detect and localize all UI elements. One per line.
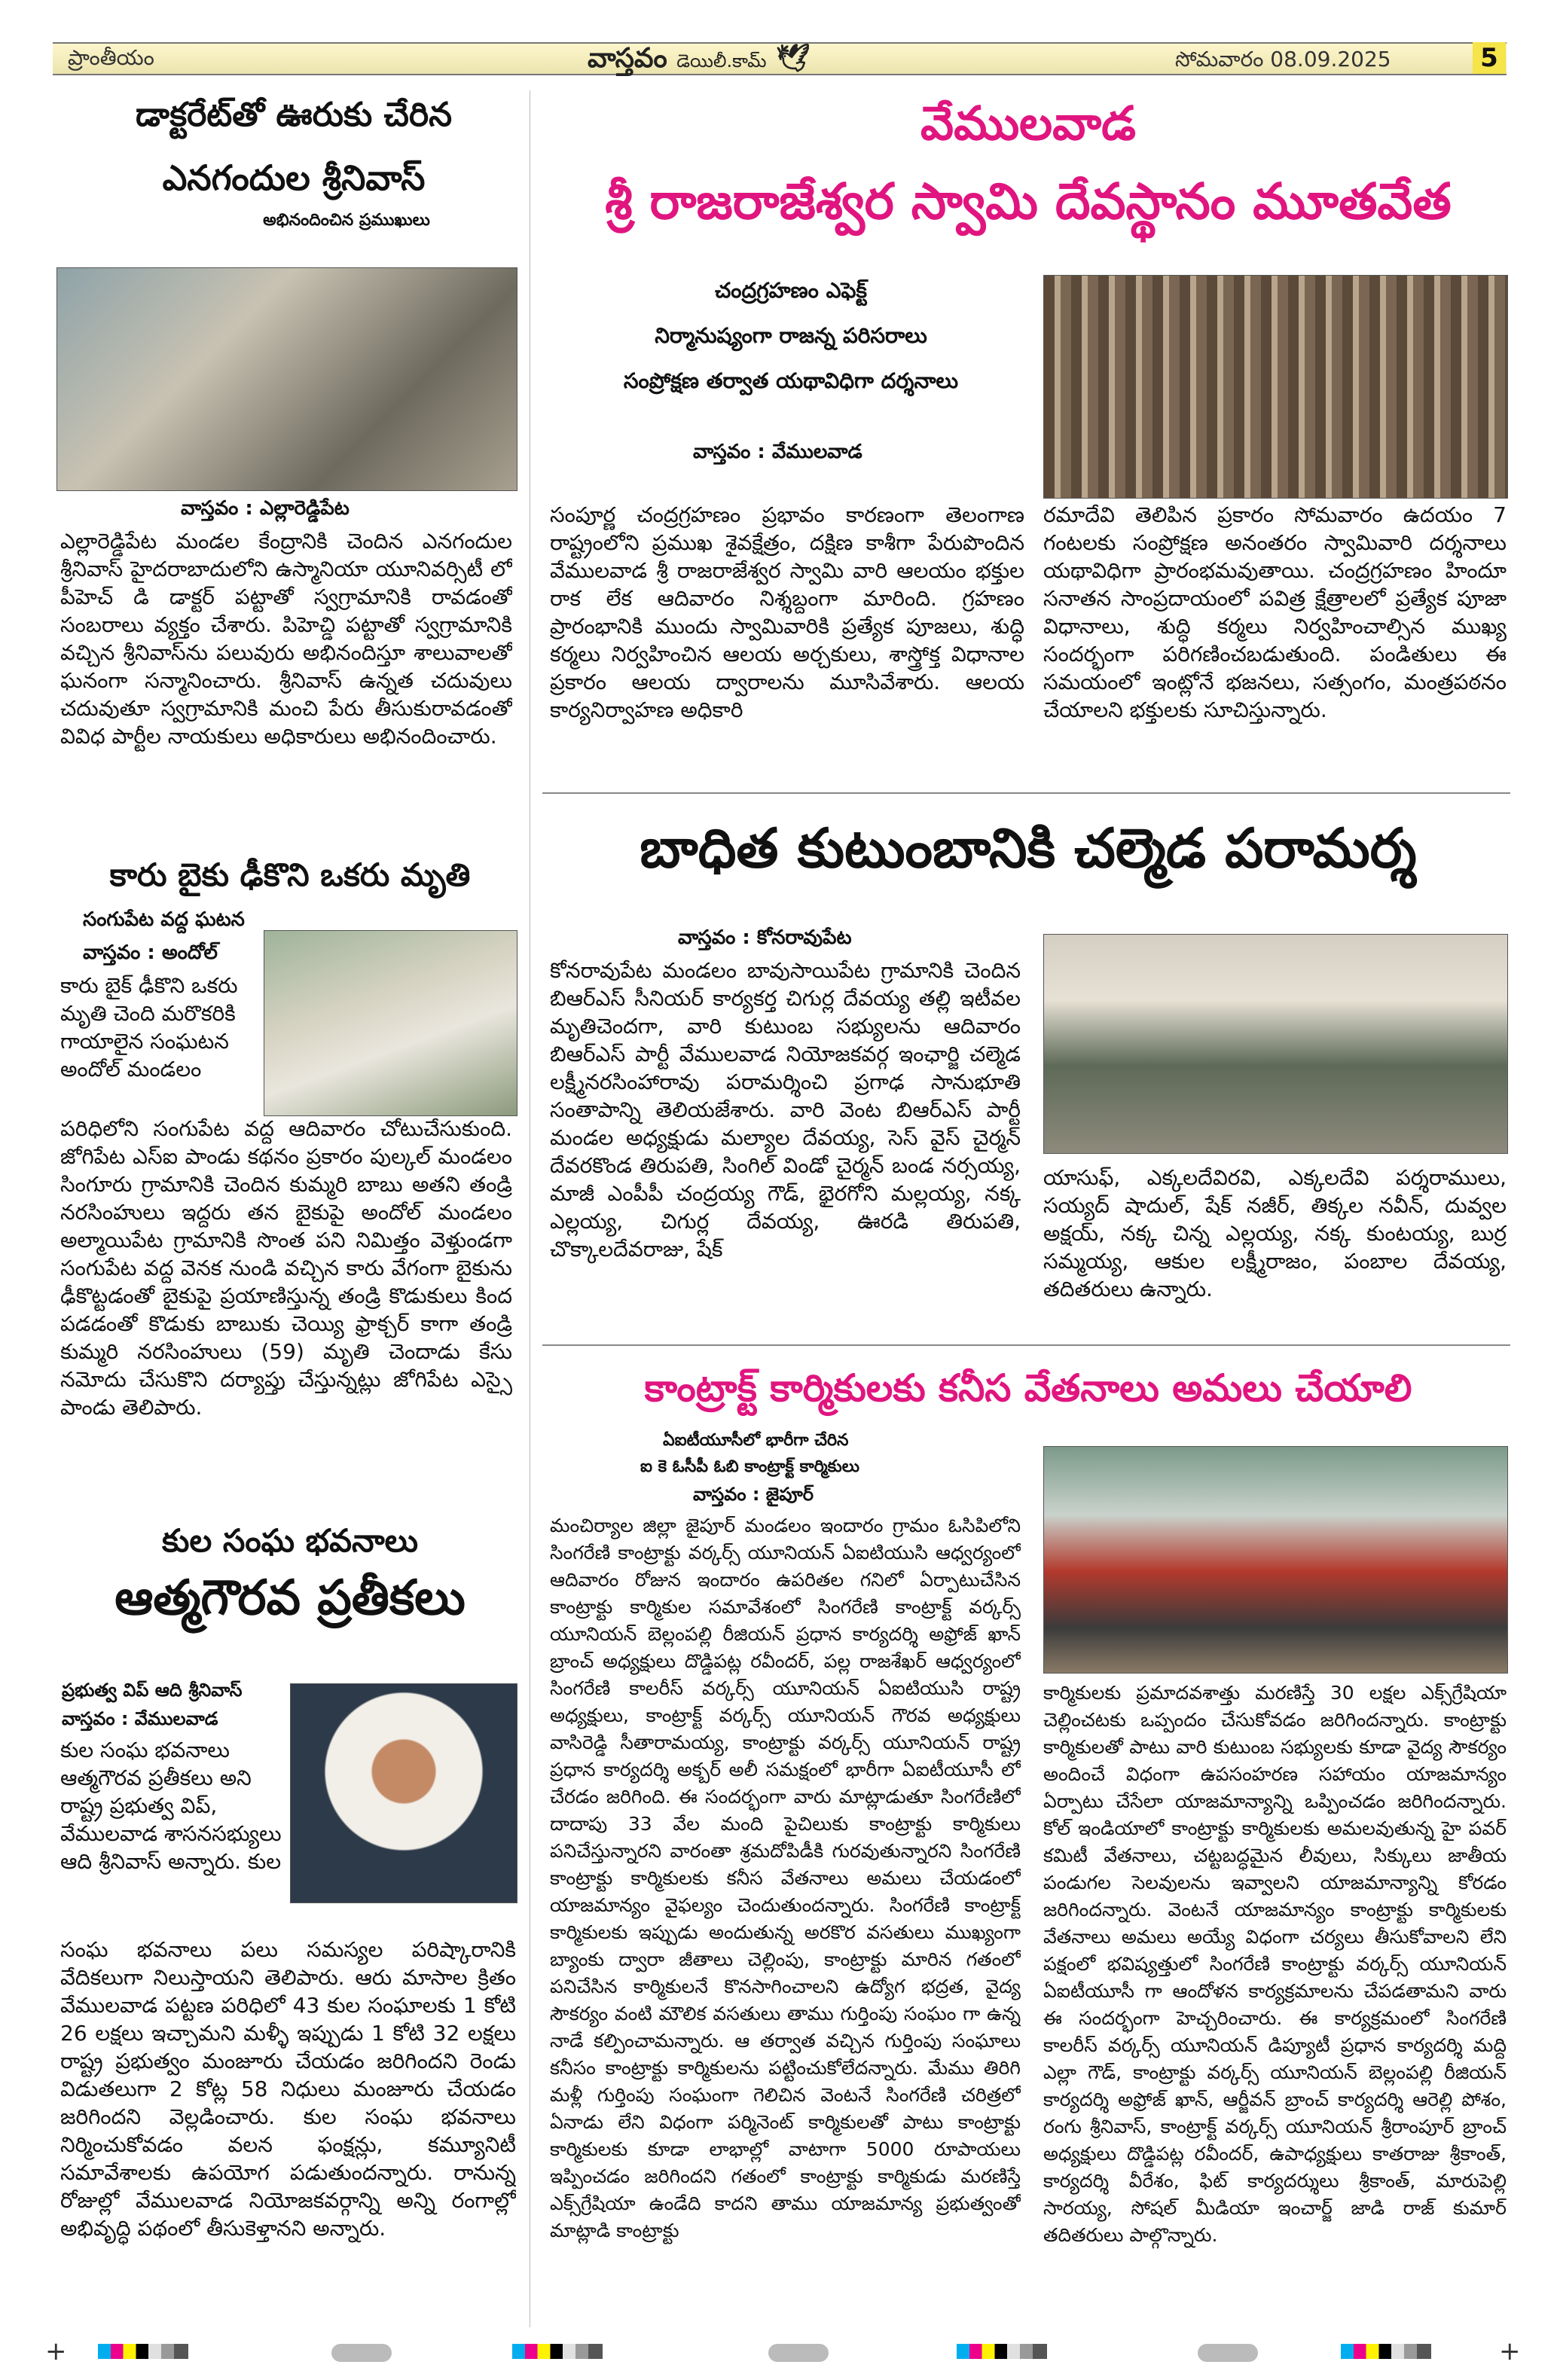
chalmeda-headline: బాధిత కుటుంబానికి చల్మెడ పరామర్శ [640,816,1417,880]
contract-body-right: కార్మికులకు ప్రమాదవశాత్తు మరణిస్తే 30 లక్షల ఎక్స్‌గ్రేషియా చెల్లించటకు ఒప్పందం చేసుకోవడం జరిగిందన్నారు. కాంట్రాక్టు కార్మికులతో పాటు వారి కుటుంబ సభ్యులకు కూడా వైద్య సౌకర్యం అందించే విధంగా ఉపసంహరణ సహాయం యాజమాన్యం ఏర్పాటు చేసేలా యాజమాన్యాన్ని ఒప్పించడం జరిగిందన్నారు. కోల్ ఇండియాలో కాంట్రాక్టు కార్మికులకు అమలవుతున్న హై పవర్ కమిటీ వేతనాలు, చట్టబద్ధమైన లీవులు, సిక్కులు జాతీయ పండుగల సెలవులను ఇవ్వాలని యాజమాన్యాన్ని కోరడం జరిగిందన్నారు. వెంటనే యాజమాన్యం కాంట్రాక్టు కార్మికులకు వేతనాలు అమలు అయ్యే విధంగా చర్యలు తీసుకోవాలని లేని పక్షంలో భవిష్యత్తులో సింగరేణి కాంట్రాక్టు వర్కర్స్ యూనియన్ ఏఐటీయూసీ గా ఆందోళన కార్యక్రమాలను చేపడతామని వారు ఈ సందర్భంగా హెచ్చరించారు. ఈ కార్యక్రమంలో సింగరేణి కాలరీస్ వర్కర్స్ యూనియన్ డిప్యూటీ ప్రధాన కార్యదర్శి మద్ది ఎల్లా గౌడ్, కాంట్రాక్టు వర్కర్స్ యూనియన్ బెల్లంపల్లి రీజియన్ కార్యదర్శి అఫ్రోజ్ ఖాన్, ఆర్జీవన్ బ్రాంచ్ కార్యదర్శి ఆరెల్లి పోశం, రంగు శ్రీనివాస్, కాంట్రాక్ట్ వర్కర్స్ యూనియన్ శ్రీరాంపూర్ బ్రాంచ్ అధ్యక్షులు దొడ్డిపట్ల రవీందర్, ఉపాధ్యక్షులు కాతరాజు శ్రీకాంత్, కార్యదర్శి వీరేశం, ఫిట్ కార్యదర్శులు శ్రీకాంత్, మారుపెల్లి సారయ్య, సోషల్ మీడియా ఇంచార్జ్ జాడి రాజ్ కుమార్ తదితరులు పాల్గొన్నారు. [1043,1682,1507,2246]
gray-pill-3 [1198,2344,1258,2362]
temple-kicker: వేములవాడ [920,96,1136,151]
kula-headline-1: కుల సంఘ భవనాలు [161,1522,418,1559]
accident-photo [264,930,517,1116]
accident-body-top: కారు బైక్ ఢీకొని ఒకరు మృతి చెంది మరొకరికి గాయాలైన సంఘటన అందోల్ మండలం [60,973,238,1082]
chalmeda-body-left: కోనరావుపేట మండలం బావుసాయిపేట గ్రామానికి చెందిన బిఆర్ఎస్ సీనియర్ కార్యకర్త చిగుర్ల దేవయ్య తల్లి ఇటీవల మృతిచెందగా, వారి కుటుంబ సభ్యులను ఆదివారం బిఆర్ఎస్ పార్టీ వేములవాడ నియోజకవర్గ ఇంఛార్జి చల్మెడ లక్ష్మీనరసింహారావు పరామర్శించి ప్రగాఢ సానుభూతి సంతాపాన్ని తెలియజేశారు. వారి వెంట బిఆర్ఎస్ పార్టీ మండల అధ్యక్షుడు మల్యాల దేవయ్య, సెస్ వైస్ చైర్మన్ దేవరకొండ తిరుపతి, సింగిల్ విండో చైర్మన్ బండ నర్సయ్య, మాజీ ఎంపీపీ చంద్రయ్య గౌడ్, భైరగోని మల్లయ్య, నక్క ఎల్లయ్య, చిగుర్ల దేవయ్య, ఊరడి తిరుపతి, చొక్కాలదేవరాజు, షేక్ [550,958,1021,1262]
accident-dateline: వాస్తవం : అందోల్ [83,941,218,964]
registration-mark-right: + [1499,2336,1521,2366]
temple-photo [1043,275,1508,499]
paper-title: వాస్తవం [588,43,667,74]
accident-subtitle: సంగుపేట వద్ద ఘటన [83,908,245,931]
accident-body: పరిధిలోని సంగుపేట వద్ద ఆదివారం చోటుచేసుకుంది. జోగిపేట ఎస్ఐ పాండు కథనం ప్రకారం పుల్కల్ మండలం సింగూరు గ్రామానికి చెందిన కుమ్మరి బాబు అతని తండ్రి నరసింహులు ఇద్దరు తన బైకుపై అందోల్ మండలం అల్మాయిపేట గ్రామానికి సొంత పని నిమిత్తం వెళ్తుండగా సంగుపేట వద్ద వెనక నుండి వచ్చిన కారు వేగంగా బైకును ఢీకొట్టడంతో బైకుపై ప్రయాణిస్తున్న తండ్రి కొడుకులు కింద పడడంతో కొడుకు బాబుకు చెయ్యి ఫ్రాక్చర్ కాగా తండ్రి కుమ్మరి నరసింహులు (59) మృతి చెందాడు కేసు నమోదు చేసుకొని దర్యాప్తు చేస్తున్నట్లు జోగిపేట ఎస్సై పాండు తెలిపారు. [60,1116,512,1420]
temple-dateline: వాస్తవం : వేములవాడ [693,441,862,463]
doctorate-headline-1: డాక్టరేట్‌తో ఊరుకు చేరిన [136,96,452,134]
section-label: ప్రాంతీయం [68,45,154,70]
contract-dateline: వాస్తవం : జైపూర్ [693,1484,814,1505]
color-bar-4 [1341,2344,1431,2359]
issue-date: సోమవారం 08.09.2025 [1175,47,1391,72]
chalmeda-body-right: యాసుఫ్, ఎక్కలదేవిరవి, ఎక్కలదేవి పర్శరాములు, సయ్యద్ షాదుల్, షేక్ నజీర్, తిక్కల నవీన్, దువ్వల అక్షయ్, నక్క చిన్న ఎల్లయ్య, నక్క కుంటయ్య, బుర్ర సమ్మయ్య, ఆకుల లక్ష్మీరాజం, పంబాల దేవయ్య, తదితరులు ఉన్నారు. [1043,1165,1507,1301]
temple-deck-1: చంద్రగ్రహణం ఎఫెక్ట్ [715,278,867,303]
registration-mark-left: + [45,2336,67,2366]
contract-deck-2: ఐ కె ఓసీపీ ఓబి కాంట్రాక్ట్ కార్మికులు [640,1457,859,1476]
section-rule-2 [542,1344,1510,1346]
kula-dateline: వాస్తవం : వేములవాడ [62,1708,218,1729]
color-bar-3 [957,2344,1047,2359]
kula-headline-2: ఆత్మగౌరవ ప్రతీకలు [114,1570,466,1626]
doctorate-photo [56,267,517,491]
gray-pill-2 [768,2344,829,2362]
paper-subtitle: డెయిలీ.కామ్ [676,50,767,72]
accident-headline: కారు బైకు ఢీకొని ఒకరు మృతి [109,856,471,893]
gray-pill-1 [331,2344,392,2362]
section-rule-1 [542,792,1510,794]
temple-deck-3: సంప్రోక్షణ తర్వాత యథావిధిగా దర్శనాలు [623,368,959,393]
contract-body-left: మంచిర్యాల జిల్లా జైపూర్ మండలం ఇందారం గ్రామం ఓసిపిలోని సింగరేణి కాంట్రాక్టు వర్కర్స్ యూనియన్ ఏఐటియుసి ఆధ్వర్యంలో ఆదివారం రోజున ఇందారం ఉపరితల గనిలో ఏర్పాటుచేసిన కాంట్రాక్టు కార్మికుల సమావేశంలో సింగరేణి కాంట్రాక్ట్ వర్కర్స్ యూనియన్ బెల్లంపల్లి రీజియన్ ప్రధాన కార్యదర్శి అఫ్రోజ్ ఖాన్ బ్రాంచ్ అధ్యక్షులు దొడ్డిపట్ల రవీందర్, పల్ల రాజశేఖర్ ఆధ్వర్యంలో సింగరేణి కాలరీస్ వర్కర్స్ యూనియన్ ఏఐటియుసి రాష్ట్ర అధ్యక్షులు, కాంట్రాక్ట్ వర్కర్స్ యూనియన్ గౌరవ అధ్యక్షులు వాసిరెడ్డి సీతారామయ్య, కాంట్రాక్టు వర్కర్స్ యూనియన్ రాష్ట్ర ప్రధాన కార్యదర్శి అక్బర్ అలీ సమక్షంలో భారీగా ఏఐటీయూసీ లో చేరడం జరిగింది. ఈ సందర్భంగా వారు మాట్లాడుతూ సింగరేణిలో దాదాపు 33 వేల మంది పైచిలుకు కాంట్రాక్టు కార్మికులు పనిచేస్తున్నారని వారంతా శ్రమదోపిడీకి గురవుతున్నారని సింగరేణి కాంట్రాక్టు కార్మికులకు కనీస వేతనాలు అమలు చేయడంలో యాజమాన్యం వైఫల్యం చెందుతుందన్నారు. సింగరేణి కాంట్రాక్ట్ కార్మికులకు ఇప్పుడు అందుతున్న అరకొర వసతులు ముఖ్యంగా బ్యాంకు ద్వారా జీతాలు చెల్లింపు, కాంట్రాక్టు మారిన గతంలో పనిచేసిన కార్మికులనే కొనసాగించాలని ఉద్యోగ భద్రత, వైద్య సౌకర్యం వంటి మౌలిక వసతులు తాము గుర్తింపు సంఘం గా ఉన్న నాడే కల్పించామన్నారు. ఆ తర్వాత వచ్చిన గుర్తింపు సంఘాలు కనీసం కాంట్రాక్టు కార్మికులను పట్టించుకోలేదన్నారు. మేము తిరిగి మళ్లీ గుర్తింపు సంఘంగా గెలిచిన వెంటనే సింగరేణి చరిత్రలో ఏనాడు లేని విధంగా పర్మినెంట్ కార్మికులతో పాటు కాంట్రాక్టు కార్మికులకు కూడా లాభాల్లో వాటాగా 5000 రూపాయలు ఇప్పించడం జరిగిందని గతంలో కాంట్రాక్టు కార్మికుడు మరణిస్తే ఎక్స్‌గ్రేషియా ఉండేది కాదని తాము యాజమాన్య ప్రభుత్వంతో మాట్లాడి కాంట్రాక్టు [550,1515,1021,2241]
contract-headline: కాంట్రాక్ట్ కార్మికులకు కనీస వేతనాలు అమలు చేయాలి [644,1366,1412,1410]
paper-name [588,42,811,81]
contract-photo [1043,1446,1508,1674]
doctorate-dateline: వాస్తవం : ఎల్లారెడ్డిపేట [181,497,350,520]
temple-headline: శ్రీ రాజరాజేశ్వర స్వామి దేవస్థానం మూతవేత [605,172,1452,230]
chalmeda-photo [1043,934,1508,1154]
contract-deck-1: ఏఐటీయూసీలో భారీగా చేరిన [663,1431,849,1450]
doctorate-headline-2: ఎనగందుల శ్రీనివాస్ [162,157,426,198]
temple-deck-2: నిర్మానుష్యంగా రాజన్న పరిసరాలు [655,323,927,348]
kula-subtitle: ప్రభుత్వ విప్ ఆది శ్రీనివాస్ [62,1680,243,1701]
color-bar-2 [512,2344,603,2359]
temple-body-left: సంపూర్ణ చంద్రగ్రహణం ప్రభావం కారణంగా తెలంగాణ రాష్ట్రంలోని ప్రముఖ శైవక్షేత్రం, దక్షిణ కాశీగా పేరుపొందిన వేములవాడ శ్రీ రాజరాజేశ్వర స్వామి వారి ఆలయం భక్తుల రాక లేక ఆదివారం నిశ్శబ్దంగా మారింది. గ్రహణం ప్రారంభానికి ముందు స్వామివారికి ప్రత్యేక పూజలు, శుద్ధి కర్మలు నిర్వహించిన ఆలయ అర్చకులు, శాస్త్రోక్త విధానాల ప్రకారం ఆలయ ద్వారాలను మూసివేశారు. ఆలయ కార్యనిర్వాహణ అధికారి [550,502,1024,722]
bird-icon: 🕊 [776,43,811,74]
kula-photo [290,1683,517,1903]
doctorate-body: ఎల్లారెడ్డిపేట మండల కేంద్రానికి చెందిన ఎనగందుల శ్రీనివాస్ హైదరాబాదులోని ఉస్మానియా యూనివర్సిటీ లో పీహెచ్ డి డాక్టర్ పట్టాతో స్వగ్రామానికి రావడంతో సంబరాలు వ్యక్తం చేశారు. పిహెచ్డి పట్టాతో స్వగ్రామానికి వచ్చిన శ్రీనివాస్‌ను పలువురు అభినందిస్తూ శాలువాలతో ఘనంగా సన్మానించారు. శ్రీనివాస్ ఉన్నత చదువులు చదువుతూ స్వగ్రామానికి మంచి పేరు తీసుకురావడంతో వివిధ పార్టీల నాయకులు అధికారులు అభినందించారు. [60,529,512,749]
chalmeda-dateline: వాస్తవం : కోనరావుపేట [678,926,852,949]
color-bar-1 [98,2344,188,2359]
doctorate-subtitle: అభినందించిన ప్రముఖులు [263,211,430,230]
kula-body-top: కుల సంఘ భవనాలు ఆత్మగౌరవ ప్రతీకలు అని రాష్ట్ర ప్రభుత్వ విప్, వేములవాడ శాసనసభ్యులు ఆది శ్రీనివాస్ అన్నారు. కుల [60,1738,282,1874]
kula-body: సంఘ భవనాలు పలు సమస్యల పరిష్కారానికి వేదికలుగా నిలుస్తాయని తెలిపారు. ఆరు మాసాల క్రితం వేములవాడ పట్టణ పరిధిలో 43 కుల సంఘాలకు 1 కోటి 26 లక్షలు ఇచ్చామని మళ్ళీ ఇప్పుడు 1 కోటి 32 లక్షలు రాష్ట్ర ప్రభుత్వం మంజూరు చేయడం జరిగిందని రెండు విడుతలుగా 2 కోట్ల 58 నిధులు మంజూరు చేయడం జరిగిందని వెల్లడించారు. కుల సంఘ భవనాలు నిర్మించుకోవడం వలన ఫంక్షన్లు, కమ్యూనిటీ సమావేశాలకు ఉపయోగ పడుతుందన్నారు. రానున్న రోజుల్లో వేములవాడ నియోజకవర్గాన్ని అన్ని రంగాల్లో అభివృద్ధి పథంలో తీసుకెళ్తానని అన్నారు. [60,1937,516,2241]
temple-body-right: రమాదేవి తెలిపిన ప్రకారం సోమవారం ఉదయం 7 గంటలకు సంప్రోక్షణ అనంతరం స్వామివారి దర్శనాలు యథావిధిగా ప్రారంభమవుతాయి. చంద్రగ్రహణం హిందూ సనాతన సాంప్రదాయంలో పవిత్ర క్షేత్రాలలో ప్రత్యేక పూజా విధానాలు, శుద్ధి కర్మలు నిర్వహించాల్సిన ముఖ్య సందర్భంగా పరిగణించబడుతుంది. పండితులు ఈ సమయంలో ఇంట్లోనే భజనలు, సత్సంగం, మంత్రపఠనం చేయాలని భక్తులకు సూచిస్తున్నారు. [1043,502,1507,722]
page-number: 5 [1473,42,1506,74]
